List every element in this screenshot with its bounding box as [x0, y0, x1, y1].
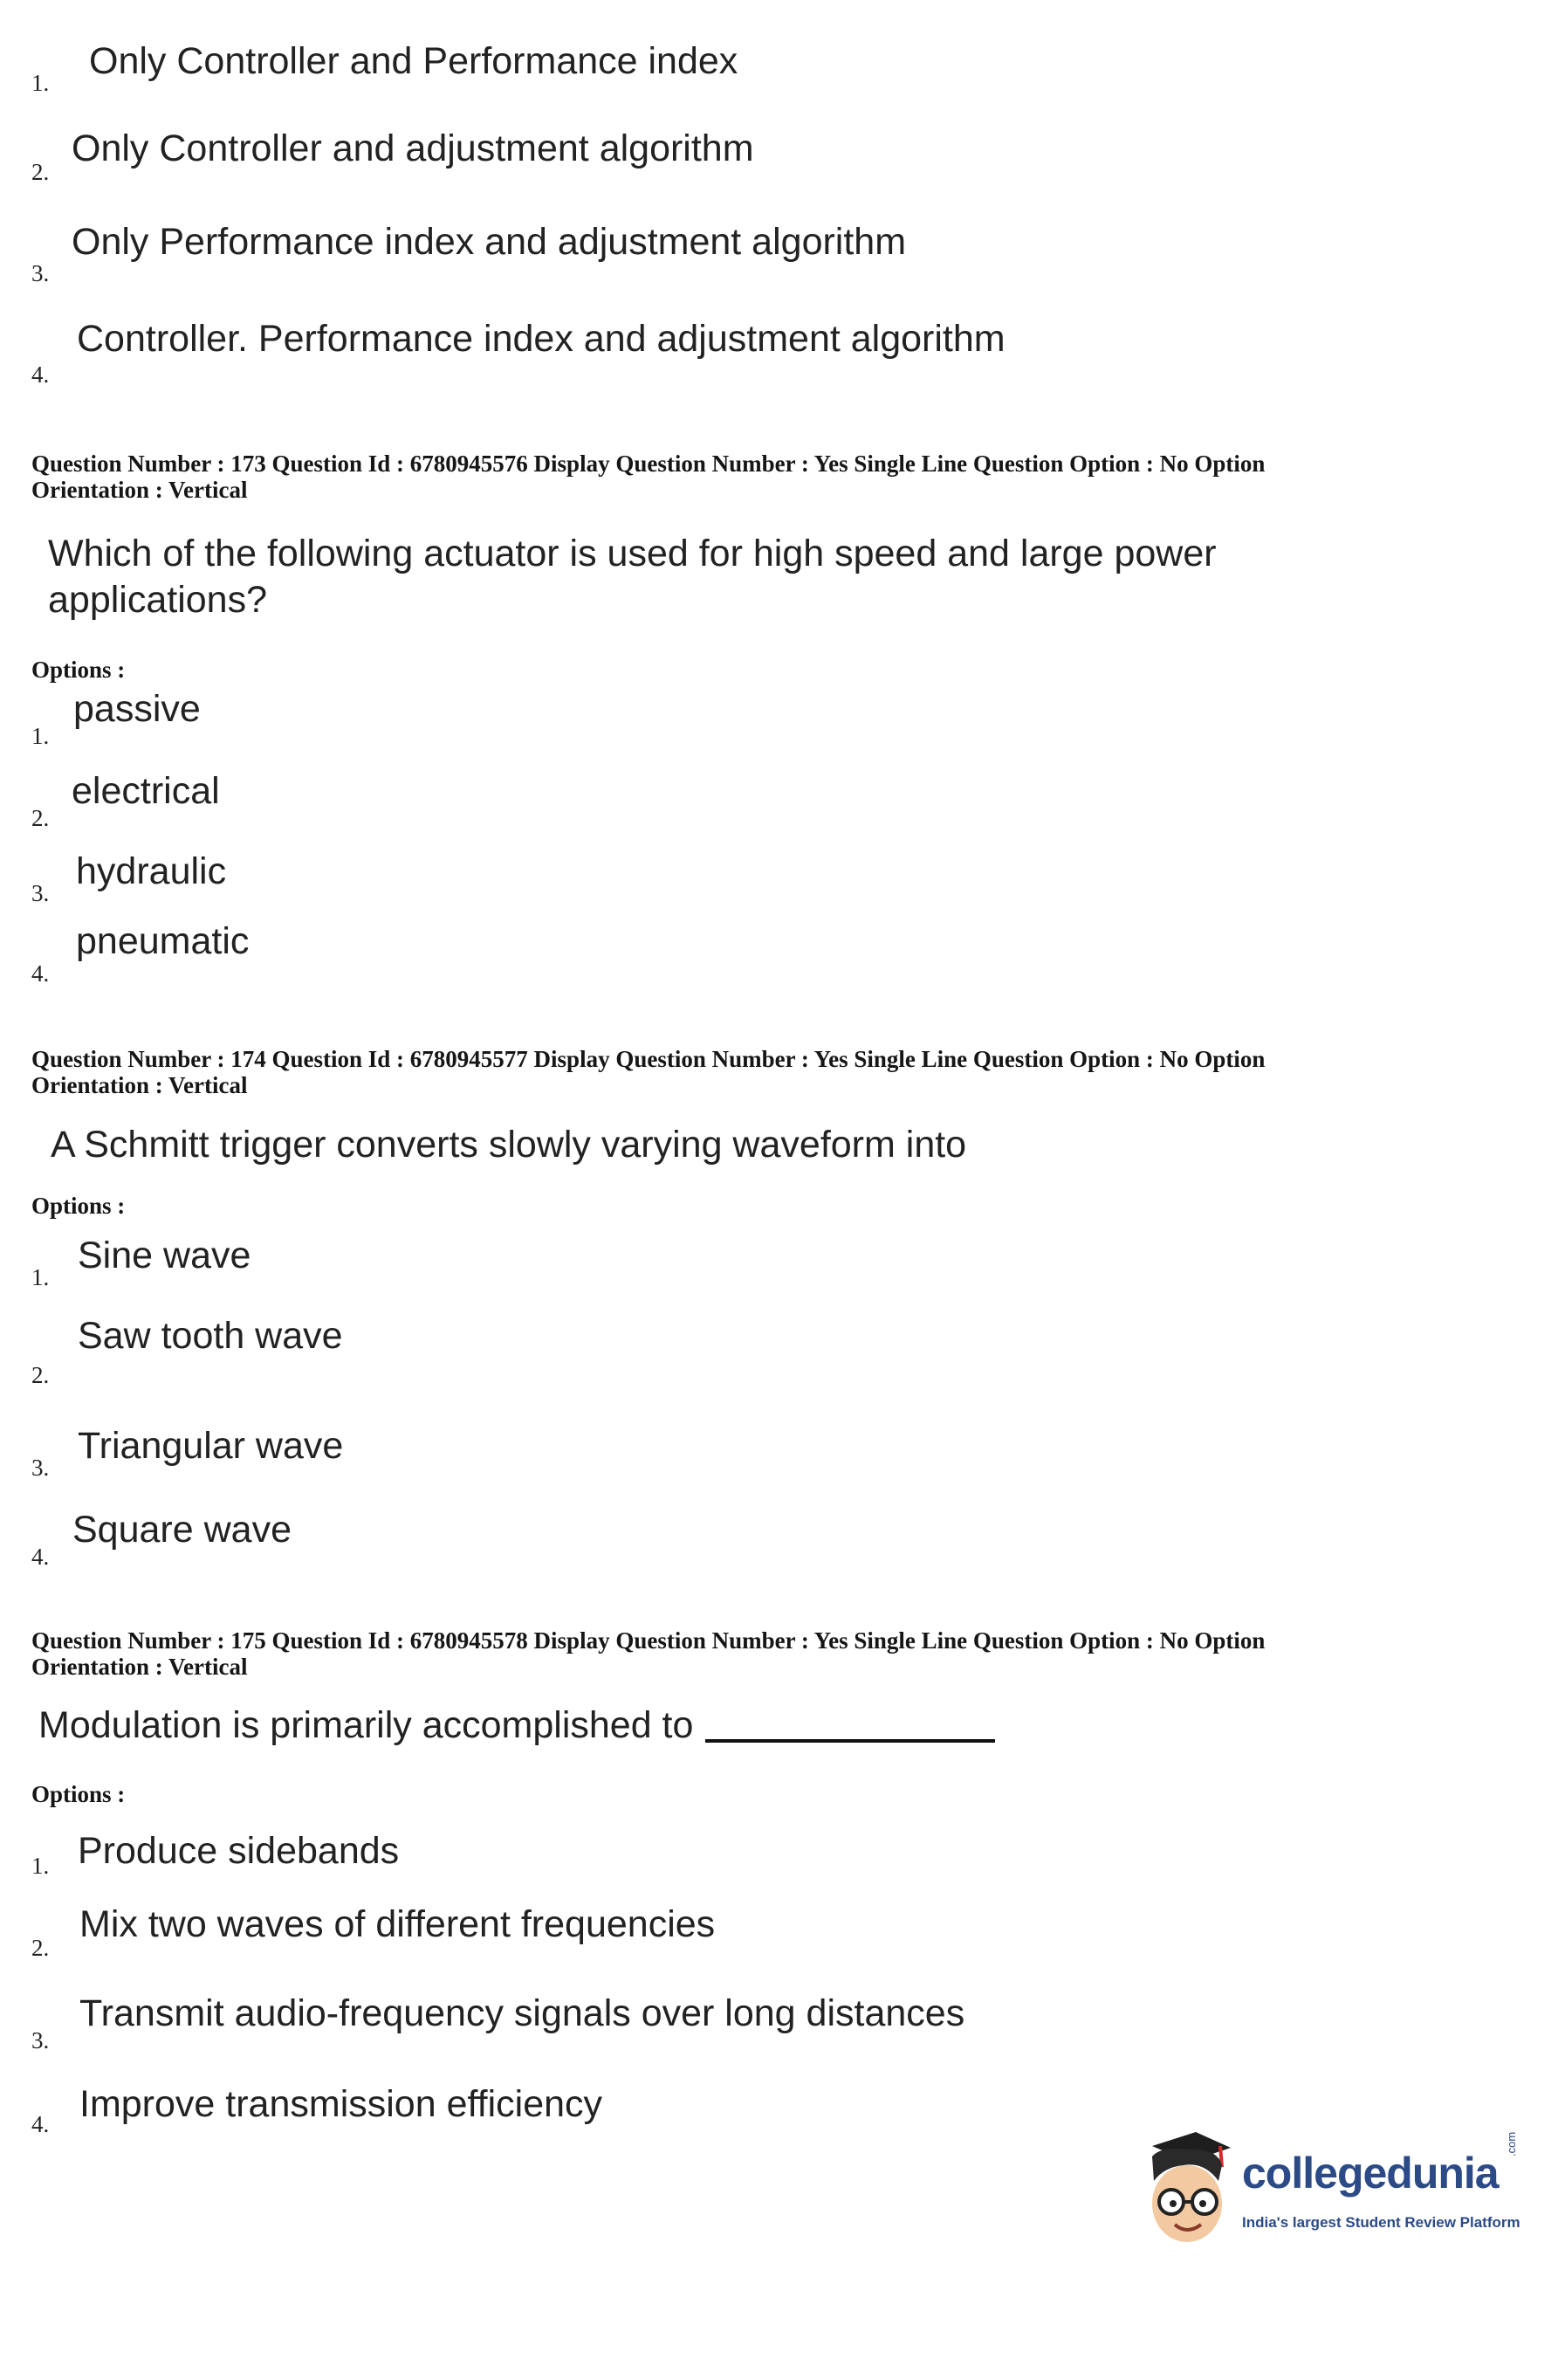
question-meta-line: Orientation : Vertical [31, 1072, 248, 1098]
option-number: 3. [31, 1455, 50, 1481]
question-meta [31, 1627, 1463, 1680]
option-text: hydraulic [76, 850, 227, 892]
options-label: Options : [31, 1193, 126, 1219]
option-text: electrical [72, 770, 220, 812]
logo-tagline: India's largest Student Review Platform [1242, 2214, 1520, 2231]
q172-option-text: Only Controller and adjustment algorithm [72, 127, 754, 169]
option-number: 4. [31, 960, 50, 987]
question-meta-line: Question Number : 175 Question Id : 6780945578 Display Question Number : Yes Single Line Question Option : No Option [31, 1627, 1266, 1654]
question-meta [31, 1046, 1463, 1098]
option-number: 2. [31, 805, 50, 831]
option-number: 4. [31, 1544, 50, 1570]
question-meta-line: Question Number : 174 Question Id : 6780945577 Display Question Number : Yes Single Line Question Option : No Option [31, 1046, 1266, 1072]
q172-option-number: 3. [31, 260, 50, 286]
option-text: Improve transmission efficiency [79, 2083, 603, 2125]
option-text: Triangular wave [78, 1425, 344, 1467]
option-text: Produce sidebands [78, 1830, 400, 1872]
options-label: Options : [31, 1781, 126, 1807]
option-number: 1. [31, 1853, 50, 1879]
option-text: Mix two waves of different frequencies [79, 1903, 716, 1945]
q172-option-text: Only Controller and Performance index [89, 40, 738, 82]
q172-option-text: Only Performance index and adjustment algorithm [72, 221, 907, 263]
q172-option-text: Controller. Performance index and adjustment algorithm [77, 318, 1005, 360]
question-stem [48, 531, 1217, 623]
question-stem: A Schmitt trigger converts slowly varying waveform into [51, 1124, 967, 1166]
option-number: 1. [31, 723, 50, 749]
option-text: Sine wave [78, 1235, 251, 1276]
logo-domain-suffix: .com [1505, 2131, 1518, 2156]
option-text: Saw tooth wave [78, 1315, 343, 1357]
logo-wordmark: collegedunia [1242, 2149, 1499, 2198]
q172-option-number: 2. [31, 159, 50, 185]
option-text: pneumatic [76, 920, 250, 962]
q172-option-number: 4. [31, 361, 50, 388]
fill-in-blank [705, 1706, 995, 1743]
option-number: 2. [31, 1935, 50, 1961]
question-meta-line: Question Number : 173 Question Id : 6780945576 Display Question Number : Yes Single Line Question Option : No Option [31, 451, 1266, 477]
q172-option-number: 1. [31, 70, 50, 96]
question-meta-line: Orientation : Vertical [31, 477, 248, 503]
question-meta-line: Orientation : Vertical [31, 1654, 248, 1680]
option-text: passive [73, 688, 201, 730]
option-number: 3. [31, 880, 50, 906]
question-stem [38, 1702, 995, 1749]
student-mascot-icon [1135, 2130, 1239, 2253]
question-stem-line: Which of the following actuator is used for high speed and large power [48, 533, 1217, 574]
option-text: Transmit audio-frequency signals over long distances [79, 1992, 965, 2034]
options-label: Options : [31, 657, 126, 683]
collegedunia-logo [1135, 2130, 1536, 2253]
question-stem-line: applications? [48, 579, 268, 621]
option-number: 1. [31, 1264, 50, 1290]
option-number: 3. [31, 2027, 50, 2053]
option-text: Square wave [72, 1509, 292, 1551]
option-number: 2. [31, 1362, 50, 1388]
question-stem-text: Modulation is primarily accomplished to [38, 1704, 694, 1746]
option-number: 4. [31, 2111, 50, 2137]
question-meta [31, 451, 1463, 503]
